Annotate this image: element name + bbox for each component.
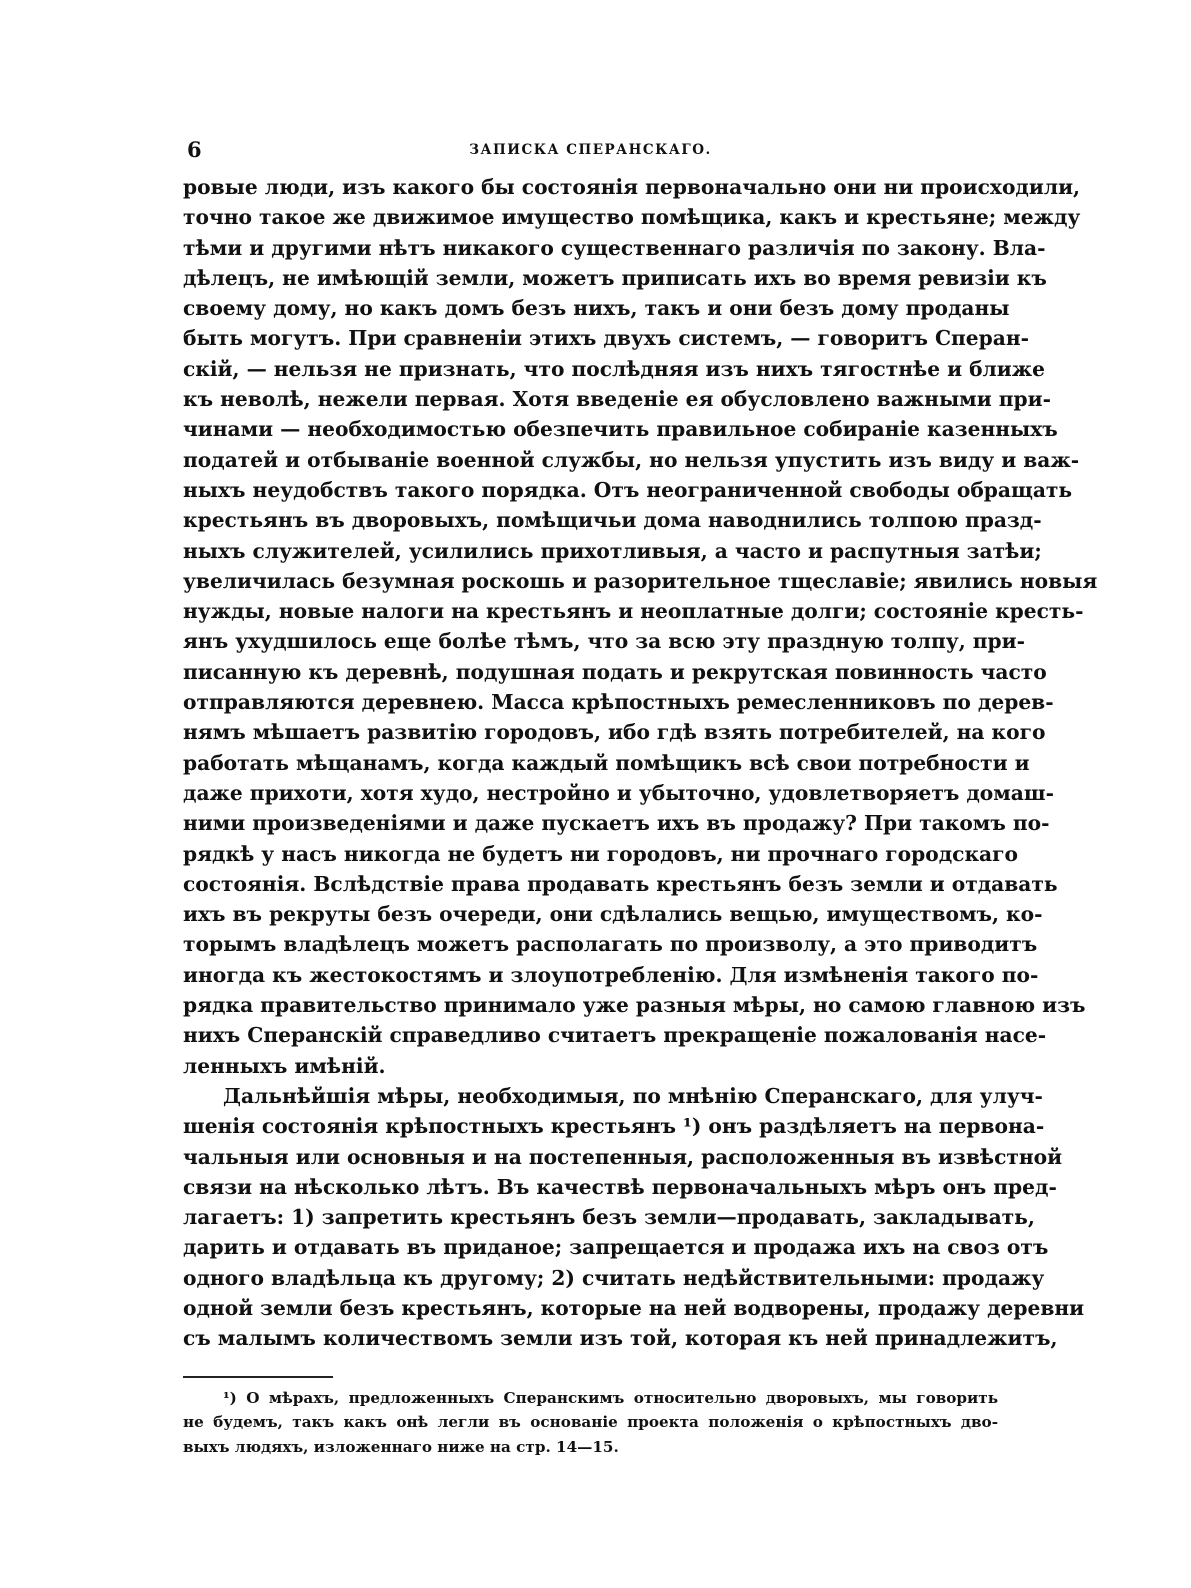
- footnote-line: не будемъ, такъ какъ онѣ легли въ основаніе проекта положенія о крѣпостныхъ дво-: [183, 1413, 998, 1432]
- text-line: нямъ мѣшаетъ развитію городовъ, ибо гдѣ взять потребителей, на кого: [183, 720, 1046, 745]
- text-line: быть могутъ. При сравненіи этихъ двухъ системъ, — говоритъ Сперан-: [183, 326, 1030, 351]
- text-line: тѣми и другими нѣтъ никакого существеннаго различія по закону. Вла-: [183, 235, 1046, 260]
- text-line: состоянія. Вслѣдствіе права продавать крестьянъ безъ земли и отдавать: [183, 871, 1058, 896]
- text-line: точно такое же движимое имущество помѣщика, какъ и крестьяне; между: [183, 205, 1081, 230]
- paragraph-1: [183, 172, 1098, 1081]
- text-line: иногда къ жестокостямъ и злоупотребленію. Для измѣненія такого по-: [183, 962, 1039, 987]
- text-line: крестьянъ въ дворовыхъ, помѣщичьи дома наводнились толпою празд-: [183, 508, 1042, 533]
- text-line: Дальнѣйшія мѣры, необходимыя, по мнѣнію Сперанскаго, для улуч-: [223, 1083, 1043, 1108]
- text-line: ныхъ служителей, усилились прихотливыя, а часто и распутныя затѣи;: [183, 538, 1042, 563]
- running-title: ЗАПИСКА СПЕРАНСКАГО.: [469, 142, 712, 158]
- text-line: дарить и отдавать въ приданое; запрещается и продажа ихъ на своз отъ: [183, 1235, 1049, 1260]
- text-line: своему дому, но какъ домъ безъ нихъ, такъ и они безъ дому проданы: [183, 296, 1010, 321]
- text-line: чальныя или основныя и на постепенныя, расположенныя въ извѣстной: [183, 1144, 1063, 1169]
- footnote-line: выхъ людяхъ, изложеннаго ниже на стр. 14—15.: [183, 1437, 619, 1456]
- text-line: отправляются деревнею. Масса крѣпостныхъ ремесленниковъ по дерев-: [183, 690, 1054, 715]
- text-line: рядкѣ у насъ никогда не будетъ ни городовъ, ни прочнаго городскаго: [183, 841, 1018, 866]
- text-line: податей и отбываніе военной службы, но нельзя упустить изъ виду и важ-: [183, 447, 1080, 472]
- text-line: къ неволѣ, нежели первая. Хотя введеніе ея обусловлено важными при-: [183, 387, 1051, 412]
- text-line: писанную къ деревнѣ, подушная подать и рекрутская повинность часто: [183, 659, 1047, 684]
- paragraph-2: [183, 1081, 1085, 1354]
- text-line: чинами — необходимостью обезпечить правильное собираніе казенныхъ: [183, 417, 1058, 442]
- text-line: лагаетъ: 1) запретить крестьянъ безъ земли—продавать, закладывать,: [183, 1205, 1035, 1230]
- text-line: шенія состоянія крѣпостныхъ крестьянъ ¹) онъ раздѣляетъ на первона-: [183, 1114, 1045, 1139]
- text-line: работать мѣщанамъ, когда каждый помѣщикъ всѣ свои потребности и: [183, 750, 1030, 775]
- text-line: янъ ухудшилось еще болѣе тѣмъ, что за всю эту праздную толпу, при-: [183, 629, 1026, 654]
- running-head: [183, 138, 998, 172]
- text-line: ихъ въ рекруты безъ очереди, они сдѣлались вещью, имуществомъ, ко-: [183, 902, 1043, 927]
- text-line: увеличилась безумная роскошь и разорительное тщеславіе; явились новыя: [183, 568, 1098, 593]
- text-line: одной земли безъ крестьянъ, которые на ней водворены, продажу деревни: [183, 1295, 1085, 1320]
- text-line: нихъ Сперанскій справедливо считаетъ прекращеніе пожалованія насе-: [183, 1023, 1047, 1048]
- text-line: нужды, новые налоги на крестьянъ и неоплатные долги; состояніе кресть-: [183, 599, 1084, 624]
- footnote-divider: [183, 1376, 333, 1378]
- text-line: связи на нѣсколько лѣтъ. Въ качествѣ первоначальныхъ мѣръ онъ пред-: [183, 1174, 1057, 1199]
- book-page: [183, 137, 1098, 1459]
- text-line: съ малымъ количествомъ земли изъ той, которая къ ней принадлежитъ,: [183, 1326, 1058, 1351]
- text-line: ними произведеніями и даже пускаетъ ихъ въ продажу? При такомъ по-: [183, 811, 1050, 836]
- text-line: даже прихоти, хотя худо, нестройно и убыточно, удовлетворяетъ домаш-: [183, 780, 1054, 805]
- text-line: ровые люди, изъ какого бы состоянія первоначально они ни происходили,: [183, 175, 1081, 199]
- text-line: одного владѣльца къ другому; 2) считать недѣйствительными: продажу: [183, 1265, 1045, 1290]
- footnote-line: ¹) О мѣрахъ, предложенныхъ Сперанскимъ относительно дворовыхъ, мы говорить: [223, 1388, 998, 1407]
- text-line: рядка правительство принимало уже разныя мѣры, но самою главною изъ: [183, 993, 1086, 1018]
- text-line: дѣлецъ, не имѣющій земли, можетъ приписать ихъ во время ревизіи къ: [183, 265, 1047, 290]
- text-line: скій, — нельзя не признать, что послѣдняя изъ нихъ тягостнѣе и ближе: [183, 356, 1045, 381]
- text-line: ныхъ неудобствъ такого порядка. Отъ неограниченной свободы обращать: [183, 477, 1073, 502]
- text-line: торымъ владѣлецъ можетъ располагать по произволу, а это приводитъ: [183, 932, 1038, 957]
- footnote: [183, 1386, 998, 1460]
- text-line: ленныхъ имѣній.: [183, 1053, 386, 1078]
- page-number: 6: [187, 137, 202, 162]
